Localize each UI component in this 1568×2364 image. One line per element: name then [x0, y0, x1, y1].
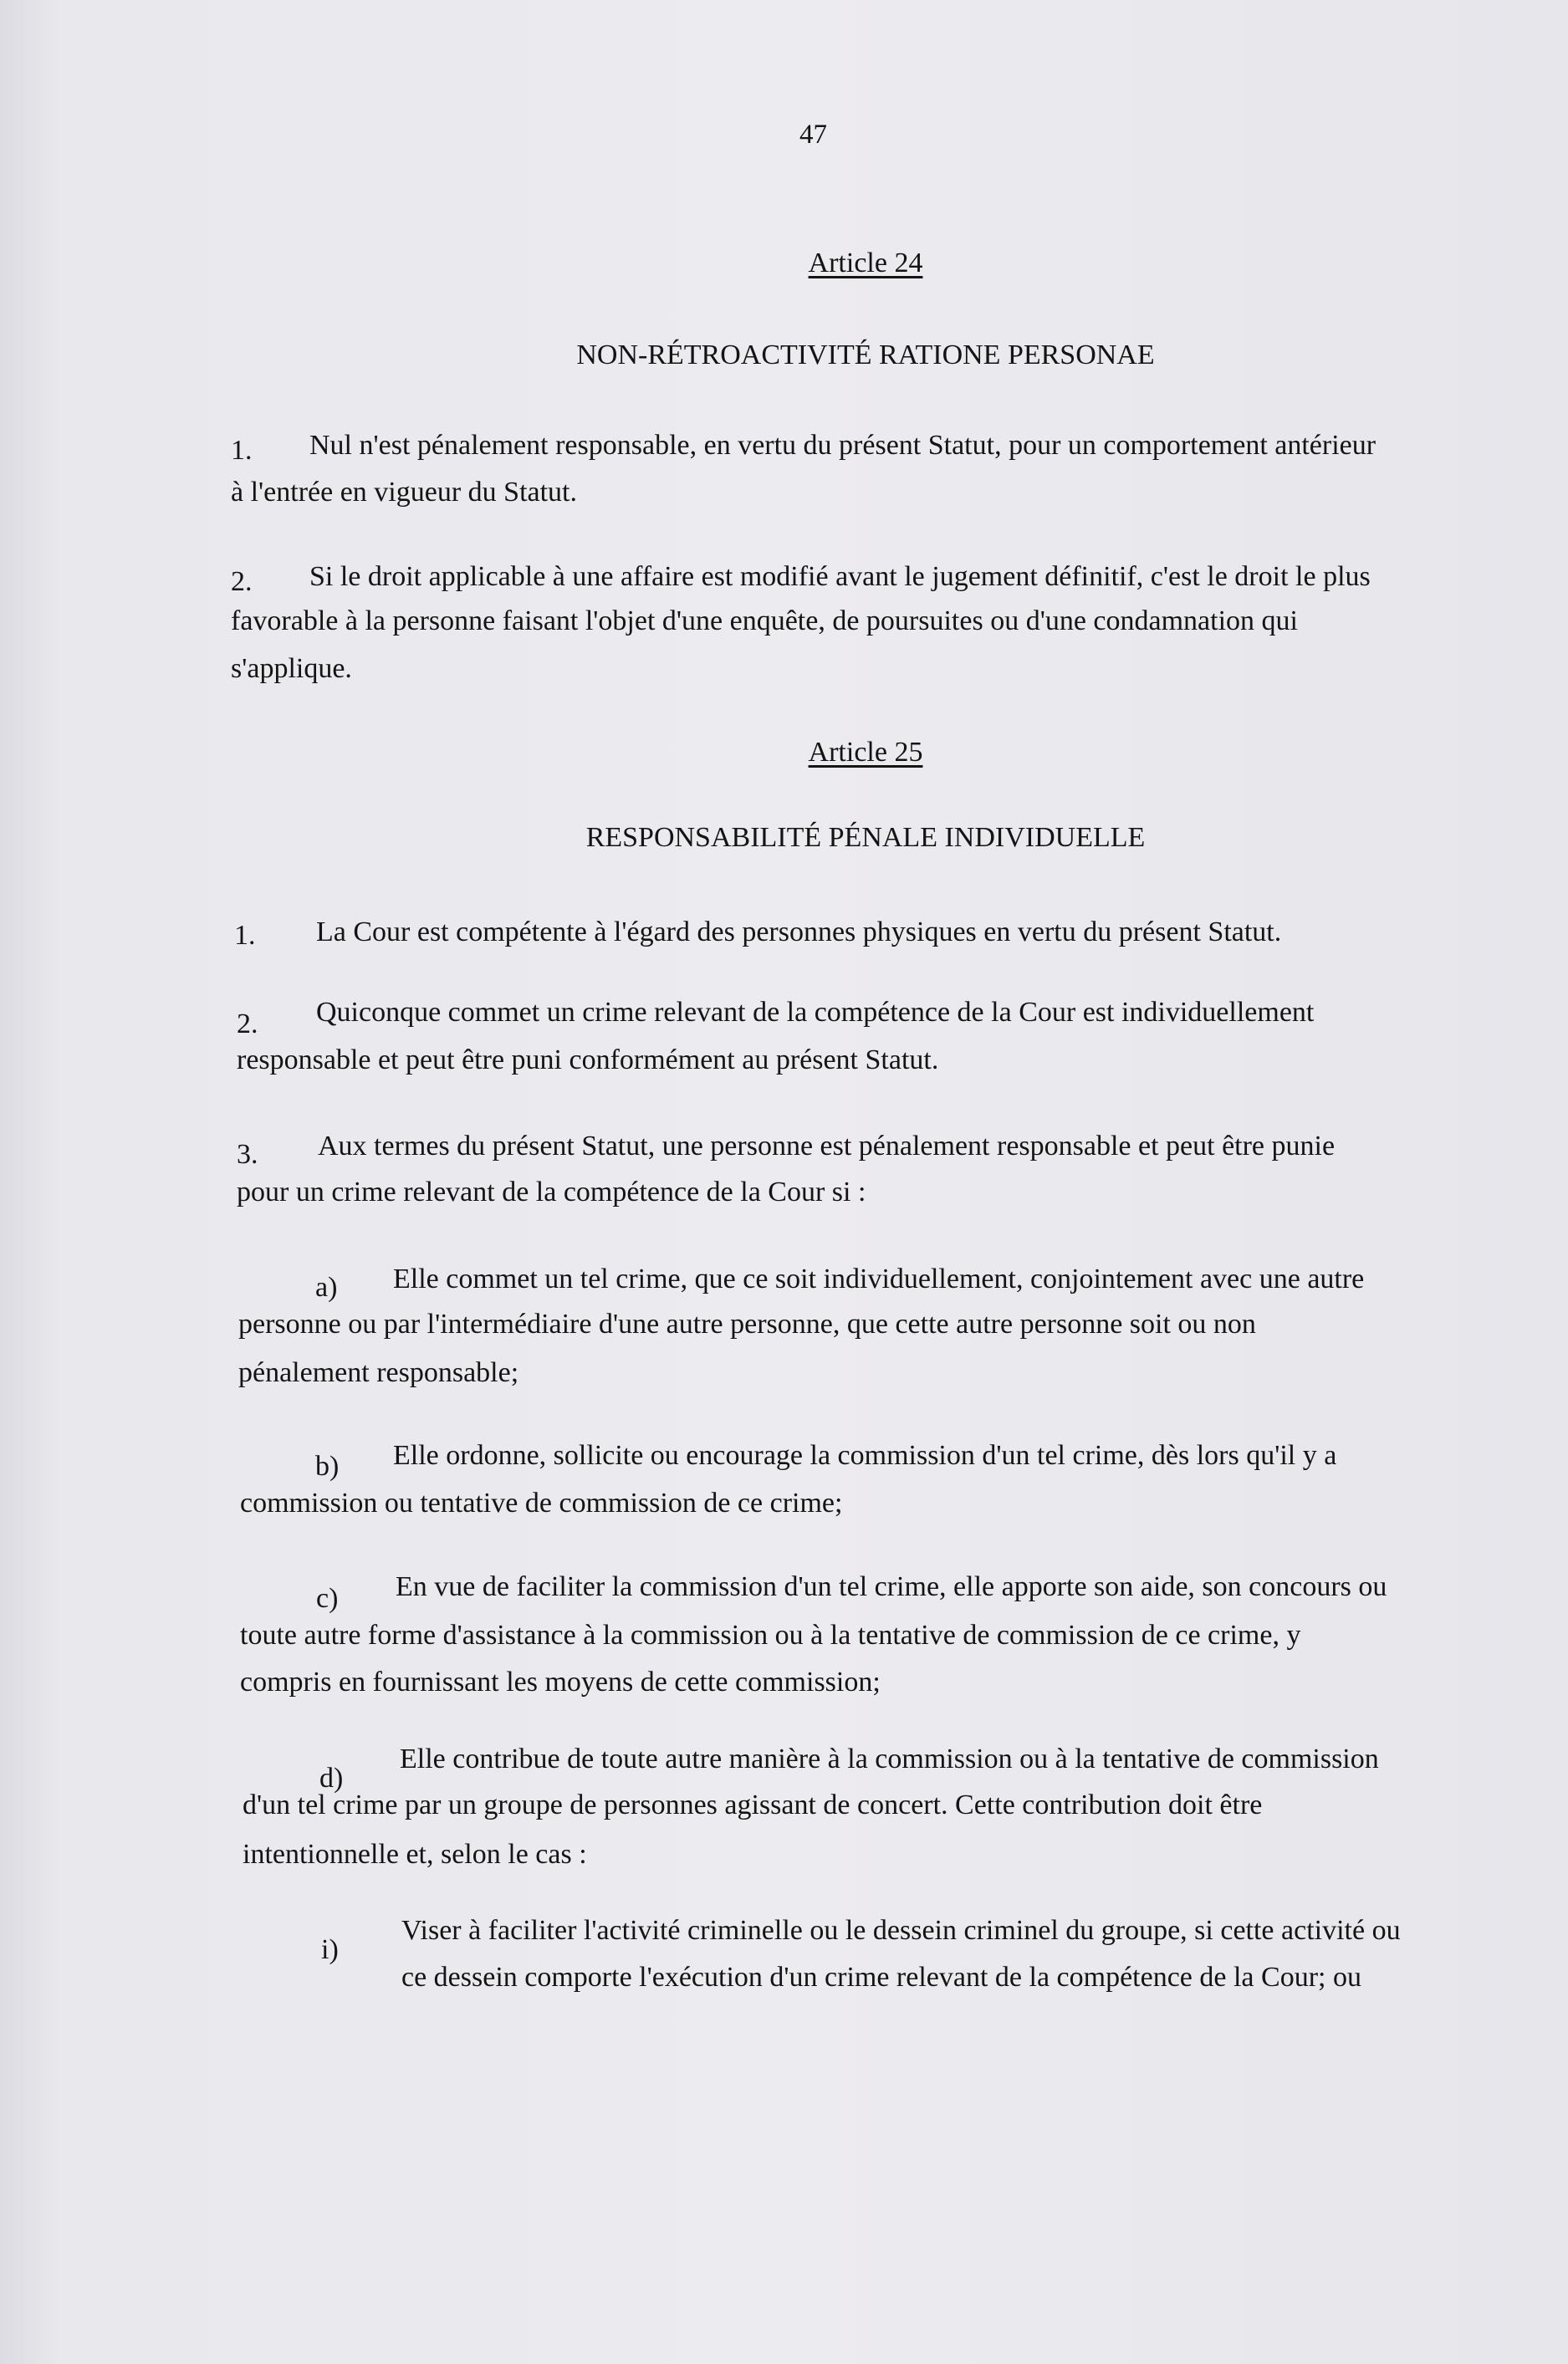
item-label: d) [319, 1763, 344, 1794]
item-line: Elle ordonne, sollicite ou encourage la commission d'un tel crime, dès lors qu'il y a [393, 1440, 1337, 1471]
paragraph-line: à l'entrée en vigueur du Statut. [231, 477, 577, 508]
item-line: commission ou tentative de commission de ce crime; [240, 1488, 843, 1519]
paragraph-line: s'applique. [231, 653, 352, 684]
item-line: Elle contribue de toute autre manière à la commission ou à la tentative de commission [400, 1744, 1379, 1774]
paragraph-number: 2. [237, 1008, 258, 1039]
article-25-title: Article 25 [808, 737, 923, 768]
article-24-title: Article 24 [808, 248, 923, 278]
item-line: d'un tel crime par un groupe de personnes agissant de concert. Cette contribution doit être [243, 1790, 1263, 1820]
item-line: pénalement responsable; [238, 1357, 519, 1388]
item-line: personne ou par l'intermédiaire d'une autre personne, que cette autre personne soit ou non [238, 1309, 1256, 1340]
item-label: c) [316, 1583, 339, 1614]
paragraph-number: 1. [231, 435, 253, 466]
paragraph-line: Aux termes du présent Statut, une personne est pénalement responsable et peut être punie [318, 1131, 1336, 1162]
item-line: ce dessein comporte l'exécution d'un crime relevant de la compétence de la Cour; ou [401, 1962, 1361, 1993]
paragraph-number: 2. [231, 566, 253, 597]
paragraph-line: pour un crime relevant de la compétence de la Cour si : [237, 1177, 866, 1208]
item-line: intentionnelle et, selon le cas : [243, 1839, 587, 1870]
item-line: En vue de faciliter la commission d'un tel crime, elle apporte son aide, son concours ou [396, 1571, 1387, 1602]
paragraph-number: 1. [234, 920, 256, 951]
paragraph-line: Nul n'est pénalement responsable, en vertu du présent Statut, pour un comportement antérieur [309, 430, 1376, 461]
item-line: compris en fournissant les moyens de cette commission; [240, 1667, 881, 1698]
paragraph-line: Si le droit applicable à une affaire est modifié avant le jugement définitif, c'est le droit le plus [309, 561, 1371, 592]
article-25-heading: RESPONSABILITÉ PÉNALE INDIVIDUELLE [585, 822, 1146, 853]
paragraph-line: favorable à la personne faisant l'objet d'une enquête, de poursuites ou d'une condamnation qui [231, 605, 1298, 636]
item-label: b) [315, 1451, 340, 1482]
paragraph-line: responsable et peut être puni conformément au présent Statut. [237, 1044, 939, 1075]
paragraph-number: 3. [237, 1139, 258, 1170]
item-line: Elle commet un tel crime, que ce soit individuellement, conjointement avec une autre [393, 1264, 1365, 1294]
paragraph-line: La Cour est compétente à l'égard des personnes physiques en vertu du présent Statut. [316, 916, 1282, 947]
paragraph-line: Quiconque commet un crime relevant de la compétence de la Cour est individuellement [316, 997, 1315, 1028]
item-label: i) [321, 1934, 339, 1965]
item-line: toute autre forme d'assistance à la commission ou à la tentative de commission de ce crime, y [240, 1620, 1301, 1651]
item-label: a) [315, 1272, 338, 1303]
article-24-heading: NON-RÉTROACTIVITÉ RATIONE PERSONAE [576, 340, 1155, 370]
page-number: 47 [799, 120, 827, 150]
item-line: Viser à faciliter l'activité criminelle ou le dessein criminel du groupe, si cette activité ou [401, 1915, 1401, 1946]
